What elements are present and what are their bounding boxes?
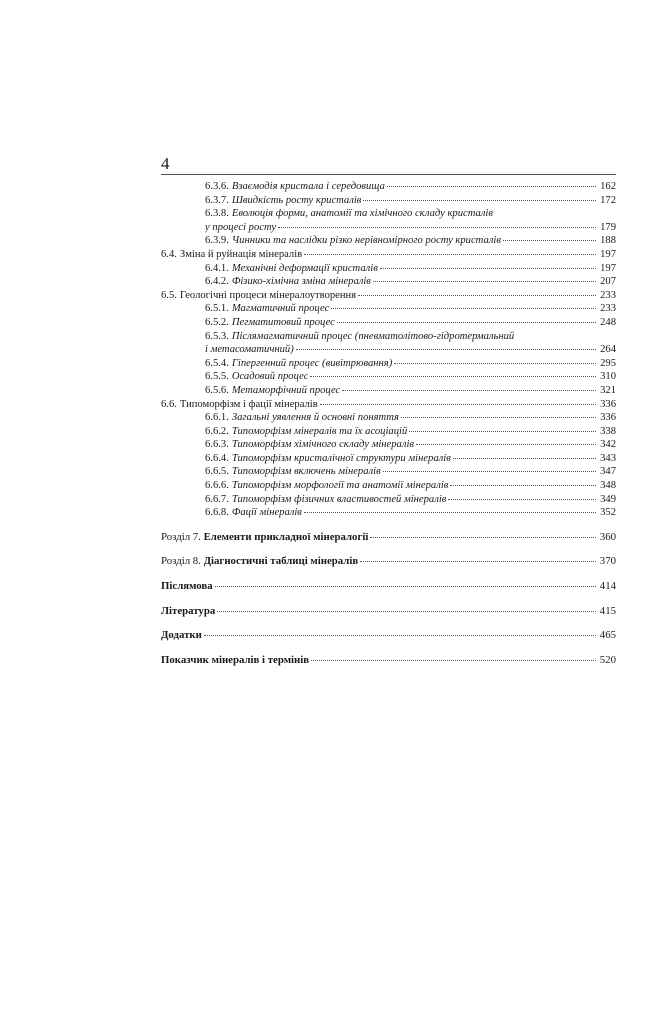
- chapter-prefix: Розділ 8.: [161, 555, 201, 568]
- page-ref: 233: [600, 303, 616, 315]
- page-ref: 338: [600, 425, 616, 437]
- toc-entry[interactable]: [161, 302, 616, 316]
- toc-backmatter-entry[interactable]: [161, 629, 616, 643]
- page-ref: 465: [599, 629, 616, 642]
- toc-entry[interactable]: [161, 289, 616, 303]
- page-ref: 295: [600, 357, 616, 369]
- section-number: 6.5.1.: [205, 303, 229, 315]
- section-number: 6.6.6.: [205, 480, 229, 492]
- toc-backmatter-entry[interactable]: [161, 605, 616, 619]
- toc-entry[interactable]: [161, 330, 616, 344]
- section-title: Типоморфізм і фації мінералів: [179, 398, 318, 410]
- toc-entry[interactable]: [161, 207, 616, 221]
- section-title: Типоморфізм кристалічної структури мінералів: [231, 452, 451, 464]
- page-ref: 360: [599, 530, 616, 543]
- section-title: Післямагматичний процес (пневматолітово-гідротермальний: [231, 330, 515, 342]
- section-title: Загальні уявлення й основні поняття: [231, 412, 399, 424]
- dot-leader: [450, 485, 596, 486]
- page-ref: 343: [600, 452, 616, 464]
- backmatter-title: Додатки: [161, 629, 202, 642]
- toc-entry[interactable]: [161, 370, 616, 384]
- section-number: 6.6.3.: [205, 439, 229, 451]
- section-title: Осадовий процес: [231, 371, 309, 383]
- toc-entry[interactable]: [161, 194, 616, 208]
- toc-entry[interactable]: [161, 275, 616, 289]
- section-number: 6.5.5.: [205, 371, 229, 383]
- dot-leader: [331, 308, 596, 309]
- section-number: 6.5.: [161, 289, 177, 301]
- page-ref: 415: [599, 604, 616, 617]
- section-number: 6.6.2.: [205, 425, 229, 437]
- section-title: Типоморфізм мінералів та їх асоціацій: [231, 425, 408, 437]
- page-ref: 352: [600, 507, 616, 519]
- spacer: [161, 569, 616, 580]
- toc-entry[interactable]: [161, 316, 616, 330]
- backmatter-title: Показчик мінералів і термінів: [161, 653, 310, 666]
- section-title: Механічні деформації кристалів: [231, 262, 378, 274]
- toc-backmatter-entry[interactable]: [161, 580, 616, 594]
- dot-leader: [204, 635, 596, 636]
- dot-leader: [304, 254, 596, 255]
- dot-leader: [394, 363, 596, 364]
- dot-leader: [358, 295, 596, 296]
- dot-leader: [416, 444, 596, 445]
- dot-leader: [310, 376, 596, 377]
- toc-entry[interactable]: [161, 180, 616, 194]
- chapter-title: Діагностичні таблиці мінералів: [203, 555, 359, 568]
- dot-leader: [503, 240, 596, 241]
- dot-leader: [383, 471, 596, 472]
- section-number: 6.6.7.: [205, 493, 229, 505]
- dot-leader: [387, 186, 596, 187]
- dot-leader: [360, 561, 596, 562]
- section-number: 6.3.6.: [205, 181, 229, 192]
- dot-leader: [337, 322, 596, 323]
- page-ref: 349: [600, 493, 616, 505]
- toc-entry-continuation[interactable]: [161, 343, 616, 357]
- dot-leader: [448, 499, 596, 500]
- section-title: Фації мінералів: [231, 507, 302, 519]
- chapter-title: Елементи прикладної мінералогії: [203, 530, 369, 543]
- section-number: 6.4.: [161, 248, 177, 260]
- section-title: Типоморфізм фізичних властивостей мінералів: [231, 493, 447, 505]
- section-number: 6.5.2.: [205, 316, 229, 328]
- dot-leader: [278, 227, 596, 228]
- spacer: [161, 520, 616, 531]
- section-title: Гіпергенний процес (вивітрювання): [231, 357, 393, 369]
- page-ref: 172: [600, 194, 616, 206]
- page-ref: 188: [600, 235, 616, 247]
- toc-entry-continuation[interactable]: [161, 221, 616, 235]
- backmatter-title: Література: [161, 604, 216, 617]
- section-number: 6.3.7.: [205, 194, 229, 206]
- dot-leader: [453, 458, 596, 459]
- spacer: [161, 643, 616, 654]
- page-ref: 347: [600, 466, 616, 478]
- dot-leader: [409, 431, 596, 432]
- section-title: Швидкість росту кристалів: [231, 194, 362, 206]
- toc-entry[interactable]: [161, 234, 616, 248]
- section-title: Пегматитовий процес: [231, 316, 335, 328]
- toc-entry[interactable]: [161, 248, 616, 262]
- section-title: Чинники та наслідки різко нерівномірного росту кристалів: [231, 235, 501, 247]
- toc-entry[interactable]: [161, 411, 616, 425]
- dot-leader: [320, 404, 596, 405]
- page-ref: 310: [600, 371, 616, 383]
- section-number: 6.5.6.: [205, 384, 229, 396]
- page-ref: 321: [600, 384, 616, 396]
- toc-backmatter-entry[interactable]: [161, 654, 616, 668]
- page-ref: 348: [600, 480, 616, 492]
- section-number: 6.6.1.: [205, 412, 229, 424]
- page-number: 4: [161, 154, 170, 173]
- dot-leader: [401, 417, 596, 418]
- section-number: 6.3.8.: [205, 208, 229, 220]
- section-number: 6.6.: [161, 398, 177, 410]
- toc-entry[interactable]: [161, 438, 616, 452]
- section-title: Типоморфізм морфології та анатомії мінералів: [231, 480, 449, 492]
- dot-leader: [296, 349, 596, 350]
- table-of-contents: [161, 180, 616, 667]
- spacer: [161, 544, 616, 555]
- section-title: Магматичний процес: [231, 303, 330, 315]
- toc-entry[interactable]: [161, 262, 616, 276]
- toc-chapter-entry[interactable]: [161, 555, 616, 569]
- page-ref: 520: [599, 653, 616, 666]
- dot-leader: [342, 390, 596, 391]
- page-ref: 197: [600, 248, 616, 260]
- section-number: 6.3.9.: [205, 235, 229, 247]
- spacer: [161, 594, 616, 605]
- section-number: 6.6.8.: [205, 507, 229, 519]
- section-number: 6.6.4.: [205, 452, 229, 464]
- toc-entry[interactable]: [161, 479, 616, 493]
- page-ref: 264: [600, 344, 616, 356]
- page-ref: 414: [599, 580, 616, 593]
- page-ref: 207: [600, 276, 616, 288]
- page-ref: 370: [599, 555, 616, 568]
- section-title: Геологічні процеси мінералоутворення: [179, 289, 357, 301]
- section-title: Фізико-хімічна зміна мінералів: [231, 276, 371, 288]
- section-title: Еволюція форми, анатомії та хімічного складу кристалів: [231, 208, 493, 220]
- header-rule: [161, 174, 616, 175]
- toc-entry[interactable]: [161, 425, 616, 439]
- page-ref: 179: [600, 221, 616, 233]
- dot-leader: [215, 586, 596, 587]
- dot-leader: [363, 200, 596, 201]
- section-number: 6.5.4.: [205, 357, 229, 369]
- section-title-cont: у процесі росту: [205, 221, 277, 233]
- spacer: [161, 618, 616, 629]
- section-number: 6.4.2.: [205, 276, 229, 288]
- page-ref: 342: [600, 439, 616, 451]
- section-number: 6.4.1.: [205, 262, 229, 274]
- dot-leader: [370, 537, 596, 538]
- section-title: Взаємодія кристала і середовища: [231, 181, 385, 192]
- page-ref: 336: [600, 398, 616, 410]
- section-title-cont: і метасоматичний): [205, 344, 294, 356]
- toc-entry[interactable]: [161, 506, 616, 520]
- dot-leader: [373, 281, 596, 282]
- toc-entry[interactable]: [161, 384, 616, 398]
- page-ref: 233: [600, 289, 616, 301]
- section-title: Типоморфізм хімічного складу мінералів: [231, 439, 415, 451]
- section-number: 6.6.5.: [205, 466, 229, 478]
- toc-chapter-entry[interactable]: [161, 531, 616, 545]
- toc-entry[interactable]: [161, 465, 616, 479]
- dot-leader: [217, 611, 596, 612]
- page-ref: 162: [600, 181, 616, 192]
- section-title: Типоморфізм включень мінералів: [231, 466, 381, 478]
- section-number: 6.5.3.: [205, 330, 229, 342]
- dot-leader: [311, 660, 596, 661]
- page-ref: 336: [600, 412, 616, 424]
- chapter-prefix: Розділ 7.: [161, 530, 201, 543]
- section-title: Зміна й руйнація мінералів: [179, 248, 303, 260]
- toc-entry[interactable]: [161, 452, 616, 466]
- dot-leader: [304, 512, 596, 513]
- page-ref: 197: [600, 262, 616, 274]
- toc-entry[interactable]: [161, 493, 616, 507]
- toc-entry[interactable]: [161, 398, 616, 412]
- page-ref: 248: [600, 316, 616, 328]
- dot-leader: [380, 268, 596, 269]
- section-title: Метаморфічний процес: [231, 384, 341, 396]
- backmatter-title: Післямова: [161, 580, 213, 593]
- toc-entry[interactable]: [161, 357, 616, 371]
